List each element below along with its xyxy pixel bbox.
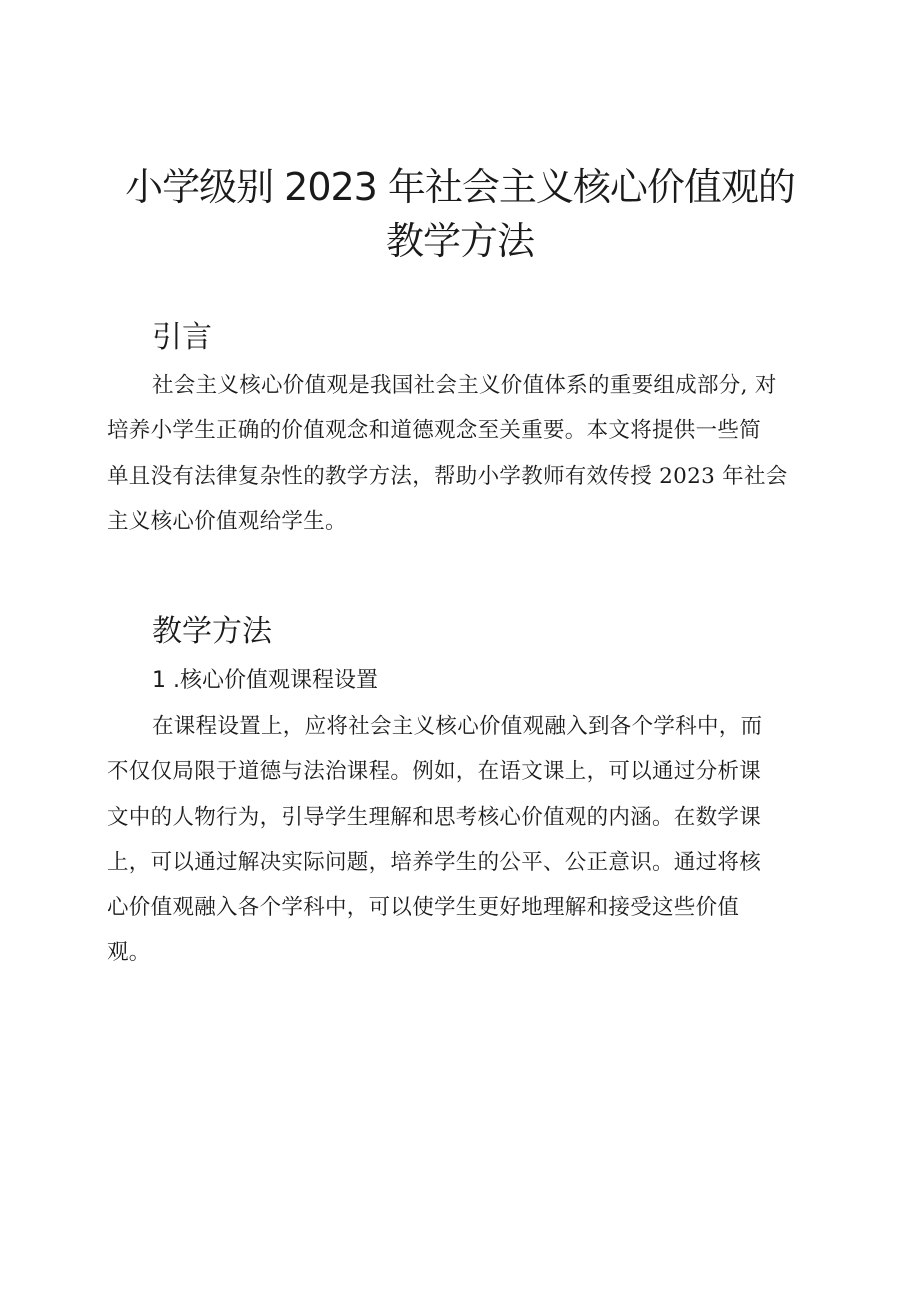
intro-line-2: 培养小学生正确的价值观念和道德观念至关重要。本文将提供一些简	[107, 418, 762, 444]
methods-line-1: 在课程设置上，应将社会主义核心价值观融入到各个学科中，而	[152, 714, 763, 739]
methods-line-2: 不仅仅局限于道德与法治课程。例如，在语文课上，可以通过分析课	[107, 759, 762, 785]
methods-line-6: 观。	[107, 940, 151, 966]
intro-line-4: 主义核心价值观给学生。	[107, 508, 347, 534]
document-title-line-2: 教学方法	[385, 219, 534, 263]
intro-heading: 引言	[152, 320, 212, 355]
methods-line-3: 文中的人物行为，引导学生理解和思考核心价值观的内涵。在数学课	[107, 804, 762, 830]
methods-paragraph	[107, 704, 827, 976]
intro-paragraph	[107, 363, 827, 544]
methods-heading: 教学方法	[152, 614, 272, 649]
intro-line-3: 单且没有法律复杂性的教学方法，帮助小学教师有效传授 2023 年社会	[107, 463, 788, 489]
methods-subheading: 1 .核心价值观课程设置	[152, 668, 378, 693]
document-title-line-1: 小学级别 2023 年社会主义核心价值观的	[125, 165, 795, 209]
methods-line-4: 上，可以通过解决实际问题，培养学生的公平、公正意识。通过将核	[107, 849, 762, 875]
intro-line-1: 社会主义核心价值观是我国社会主义价值体系的重要组成部分, 对	[152, 373, 777, 398]
methods-line-5: 心价值观融入各个学科中，可以使学生更好地理解和接受这些价值	[107, 895, 740, 921]
